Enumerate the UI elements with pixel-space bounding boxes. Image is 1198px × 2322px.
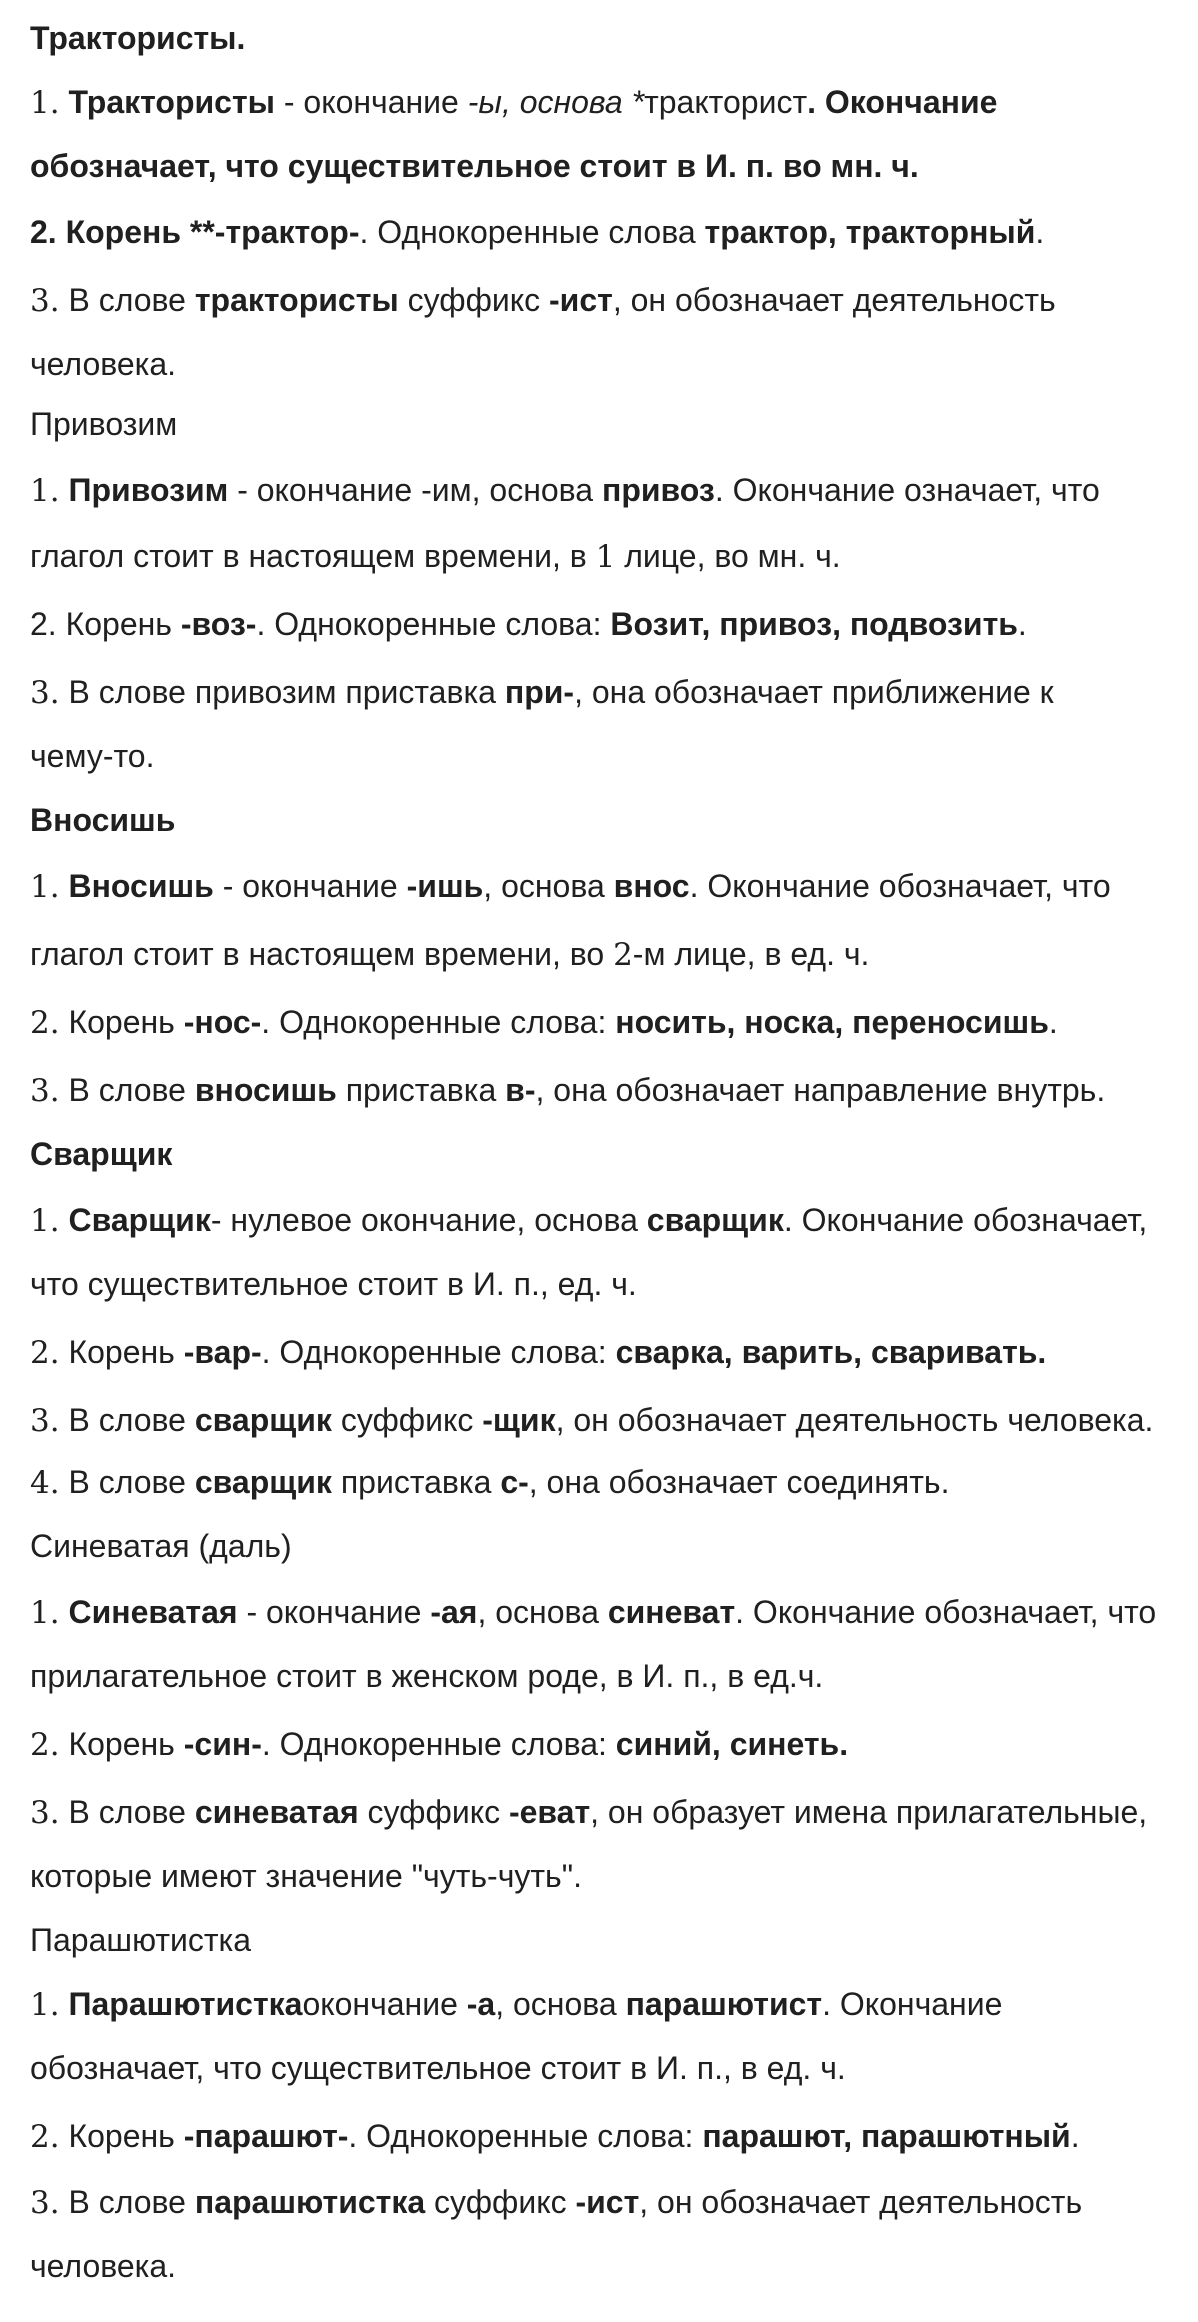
- text-fragment: Синеватая (даль): [30, 1528, 292, 1564]
- text-fragment: тракторист: [644, 84, 808, 120]
- text-fragment: . Окончание обозначает, что: [689, 868, 1111, 904]
- bold-fragment: парашютист: [625, 1986, 823, 2022]
- bold-fragment: трактористы: [194, 282, 399, 318]
- bold-fragment: парашютистка: [194, 2184, 426, 2220]
- text-fragment: -ы, основа *: [467, 84, 645, 120]
- text-line: [30, 1462, 1188, 1503]
- text-fragment: Корень: [59, 1726, 184, 1762]
- bold-fragment: -парашют-: [183, 2118, 349, 2154]
- bold-fragment: сварщик: [646, 1202, 784, 1238]
- bold-fragment: -щик: [482, 1402, 556, 1438]
- text-fragment: . Однокоренные слова:: [256, 606, 611, 642]
- bold-fragment: -ист: [575, 2184, 640, 2220]
- text-fragment: , он обозначает деятельность человека.: [555, 1402, 1154, 1438]
- bold-fragment: -еват: [508, 1794, 591, 1830]
- text-line: [30, 82, 1188, 123]
- bold-fragment: -а: [466, 1986, 496, 2022]
- text-fragment: В слове: [59, 1402, 195, 1438]
- section-heading: [30, 404, 1188, 444]
- section-heading: [30, 1920, 1188, 1960]
- text-line: [30, 1002, 1188, 1043]
- number-fragment: 2.: [30, 1727, 60, 1763]
- text-fragment: , он образует имена прилагательные,: [590, 1794, 1148, 1830]
- section-heading: [30, 800, 1188, 840]
- text-line: [30, 1856, 1188, 1896]
- text-fragment: , она обозначает направление внутрь.: [535, 1072, 1106, 1108]
- text-fragment: , основа: [495, 1986, 626, 2022]
- bold-fragment: -син-: [183, 1726, 262, 1762]
- bold-fragment: Вносишь: [68, 868, 214, 904]
- text-fragment: .: [1017, 606, 1027, 642]
- text-fragment: прилагательное стоит в женском роде, в И. п., в ед.ч.: [30, 1658, 824, 1694]
- number-fragment: 1.: [30, 1595, 60, 1631]
- text-fragment: - нулевое окончание, основа: [210, 1202, 647, 1238]
- text-fragment: . Окончание обозначает,: [783, 1202, 1148, 1238]
- bold-fragment: Сварщик: [30, 1136, 173, 1172]
- text-fragment: . Окончание: [822, 1986, 1003, 2022]
- text-fragment: .: [1070, 2118, 1080, 2154]
- bold-fragment: привоз: [601, 472, 715, 508]
- text-line: [30, 2116, 1188, 2157]
- text-fragment: , она обозначает приближение к: [574, 674, 1054, 710]
- number-fragment: 1.: [30, 1987, 60, 2023]
- text-line: [30, 1400, 1188, 1441]
- text-line: [30, 736, 1188, 776]
- bold-fragment: Вносишь: [30, 802, 176, 838]
- text-fragment: Привозим: [30, 406, 178, 442]
- text-line: [30, 1792, 1188, 1833]
- text-fragment: , он обозначает деятельность: [612, 282, 1056, 318]
- bold-fragment: -ая: [430, 1594, 478, 1630]
- text-fragment: . Однокоренные слова:: [261, 1004, 616, 1040]
- text-line: [30, 470, 1188, 511]
- text-fragment: суффикс: [358, 1794, 509, 1830]
- text-fragment: -м лице, в ед. ч.: [632, 936, 870, 972]
- bold-fragment: Сварщик: [68, 1202, 211, 1238]
- bold-fragment: Трактористы.: [30, 20, 246, 56]
- bold-fragment: -ист: [549, 282, 613, 318]
- text-line: [30, 604, 1188, 644]
- text-line: [30, 1984, 1188, 2025]
- text-line: [30, 146, 1188, 186]
- text-fragment: лице, во мн. ч.: [615, 538, 841, 574]
- bold-fragment: -вар-: [183, 1334, 262, 1370]
- text-line: [30, 212, 1188, 252]
- text-line: [30, 672, 1188, 713]
- text-line: [30, 1332, 1188, 1373]
- bold-fragment: Синеватая: [68, 1594, 238, 1630]
- text-fragment: которые имеют значение "чуть-чуть".: [30, 1858, 582, 1894]
- text-line: [30, 536, 1188, 577]
- text-fragment: . Однокоренные слова: [359, 214, 705, 250]
- text-line: [30, 866, 1188, 907]
- text-fragment: В слове: [59, 1794, 195, 1830]
- text-line: [30, 2048, 1188, 2088]
- bold-fragment: -ишь: [406, 868, 484, 904]
- text-fragment: человека.: [30, 2248, 177, 2284]
- text-line: [30, 934, 1188, 975]
- section-heading: [30, 18, 1188, 58]
- text-fragment: Парашютистка: [30, 1922, 252, 1958]
- text-fragment: В слове: [59, 2184, 195, 2220]
- bold-fragment: при-: [504, 674, 575, 710]
- bold-fragment: Привозим: [68, 472, 229, 508]
- text-fragment: приставка: [336, 1072, 506, 1108]
- text-fragment: человека.: [30, 346, 177, 382]
- text-fragment: Корень: [59, 1004, 184, 1040]
- text-line: [30, 2246, 1188, 2286]
- number-fragment: 3.: [30, 283, 60, 319]
- text-fragment: . Однокоренные слова:: [261, 1726, 616, 1762]
- bold-fragment: парашют, парашютный: [702, 2118, 1071, 2154]
- text-line: [30, 1724, 1188, 1765]
- bold-fragment: -нос-: [183, 1004, 262, 1040]
- text-fragment: . Окончание обозначает, что: [735, 1594, 1157, 1630]
- text-fragment: суффикс: [398, 282, 550, 318]
- text-fragment: , основа: [483, 868, 614, 904]
- bold-fragment: трактор, тракторный: [704, 214, 1036, 250]
- text-line: [30, 280, 1188, 321]
- bold-fragment: сварщик: [194, 1464, 332, 1500]
- number-fragment: 1.: [30, 869, 60, 905]
- number-fragment: 1.: [30, 85, 60, 121]
- bold-fragment: Трактористы: [68, 84, 275, 120]
- bold-fragment: сварщик: [194, 1402, 332, 1438]
- text-fragment: Корень: [59, 2118, 184, 2154]
- text-line: [30, 1656, 1188, 1696]
- text-fragment: .: [1048, 1004, 1058, 1040]
- text-fragment: обозначает, что существительное стоит в И. п., в ед. ч.: [30, 2050, 846, 2086]
- text-fragment: глагол стоит в настоящем времени, в: [30, 538, 596, 574]
- text-line: [30, 1200, 1188, 1241]
- text-fragment: В слове привозим приставка: [59, 674, 505, 710]
- bold-fragment: Парашютистка: [68, 1986, 303, 2022]
- text-fragment: приставка: [331, 1464, 501, 1500]
- text-fragment: . Однокоренные слова:: [261, 1334, 616, 1370]
- text-fragment: . Однокоренные слова:: [348, 2118, 703, 2154]
- bold-fragment: Возит, привоз, подвозить: [610, 606, 1018, 642]
- number-fragment: 3.: [30, 2185, 60, 2221]
- text-fragment: глагол стоит в настоящем времени, во: [30, 936, 614, 972]
- text-fragment: суффикс: [425, 2184, 576, 2220]
- text-fragment: 2. Корень: [30, 606, 181, 642]
- text-fragment: чему-то.: [30, 738, 155, 774]
- number-fragment: 2.: [30, 1005, 60, 1041]
- number-fragment: 3.: [30, 1073, 60, 1109]
- number-fragment: 1.: [30, 1203, 60, 1239]
- text-line: [30, 1070, 1188, 1111]
- number-fragment: 4.: [30, 1465, 60, 1501]
- number-fragment: 2: [613, 937, 633, 973]
- bold-fragment: в-: [505, 1072, 536, 1108]
- bold-fragment: обозначает, что существительное стоит в И. п. во мн. ч.: [30, 148, 919, 184]
- number-fragment: 2.: [30, 1335, 60, 1371]
- bold-fragment: носить, носка, переносишь: [615, 1004, 1049, 1040]
- text-fragment: - окончание: [274, 84, 468, 120]
- bold-fragment: синеватая: [194, 1794, 359, 1830]
- text-fragment: Корень: [59, 1334, 184, 1370]
- text-fragment: . Окончание означает, что: [714, 472, 1100, 508]
- bold-fragment: . Окончание: [807, 84, 998, 120]
- bold-fragment: с-: [500, 1464, 529, 1500]
- text-fragment: - окончание: [213, 868, 407, 904]
- text-line: [30, 344, 1188, 384]
- number-fragment: 3.: [30, 675, 60, 711]
- section-heading: [30, 1134, 1188, 1174]
- text-fragment: - окончание -им, основа: [228, 472, 602, 508]
- number-fragment: 1.: [30, 473, 60, 509]
- text-fragment: окончание: [302, 1986, 467, 2022]
- bold-fragment: вносишь: [194, 1072, 337, 1108]
- text-fragment: , он обозначает деятельность: [639, 2184, 1083, 2220]
- text-fragment: , она обозначает соединять.: [528, 1464, 950, 1500]
- text-fragment: В слове: [59, 282, 195, 318]
- number-fragment: 2.: [30, 2119, 60, 2155]
- text-fragment: В слове: [59, 1464, 195, 1500]
- text-fragment: .: [1035, 214, 1045, 250]
- bold-fragment: -воз-: [180, 606, 257, 642]
- bold-fragment: синий, синеть.: [615, 1726, 849, 1762]
- bold-fragment: синеват: [607, 1594, 736, 1630]
- bold-fragment: 2. Корень **-трактор-: [30, 214, 360, 250]
- text-fragment: , основа: [477, 1594, 608, 1630]
- bold-fragment: сварка, варить, сваривать.: [615, 1334, 1047, 1370]
- text-line: [30, 1264, 1188, 1304]
- number-fragment: 3.: [30, 1795, 60, 1831]
- text-fragment: что существительное стоит в И. п., ед. ч.: [30, 1266, 637, 1302]
- number-fragment: 1: [595, 539, 616, 575]
- text-line: [30, 1592, 1188, 1633]
- text-fragment: В слове: [59, 1072, 195, 1108]
- text-line: [30, 2182, 1188, 2223]
- number-fragment: 3.: [30, 1403, 60, 1439]
- text-fragment: суффикс: [331, 1402, 483, 1438]
- section-heading: [30, 1526, 1188, 1566]
- text-fragment: - окончание: [237, 1594, 431, 1630]
- bold-fragment: внос: [613, 868, 690, 904]
